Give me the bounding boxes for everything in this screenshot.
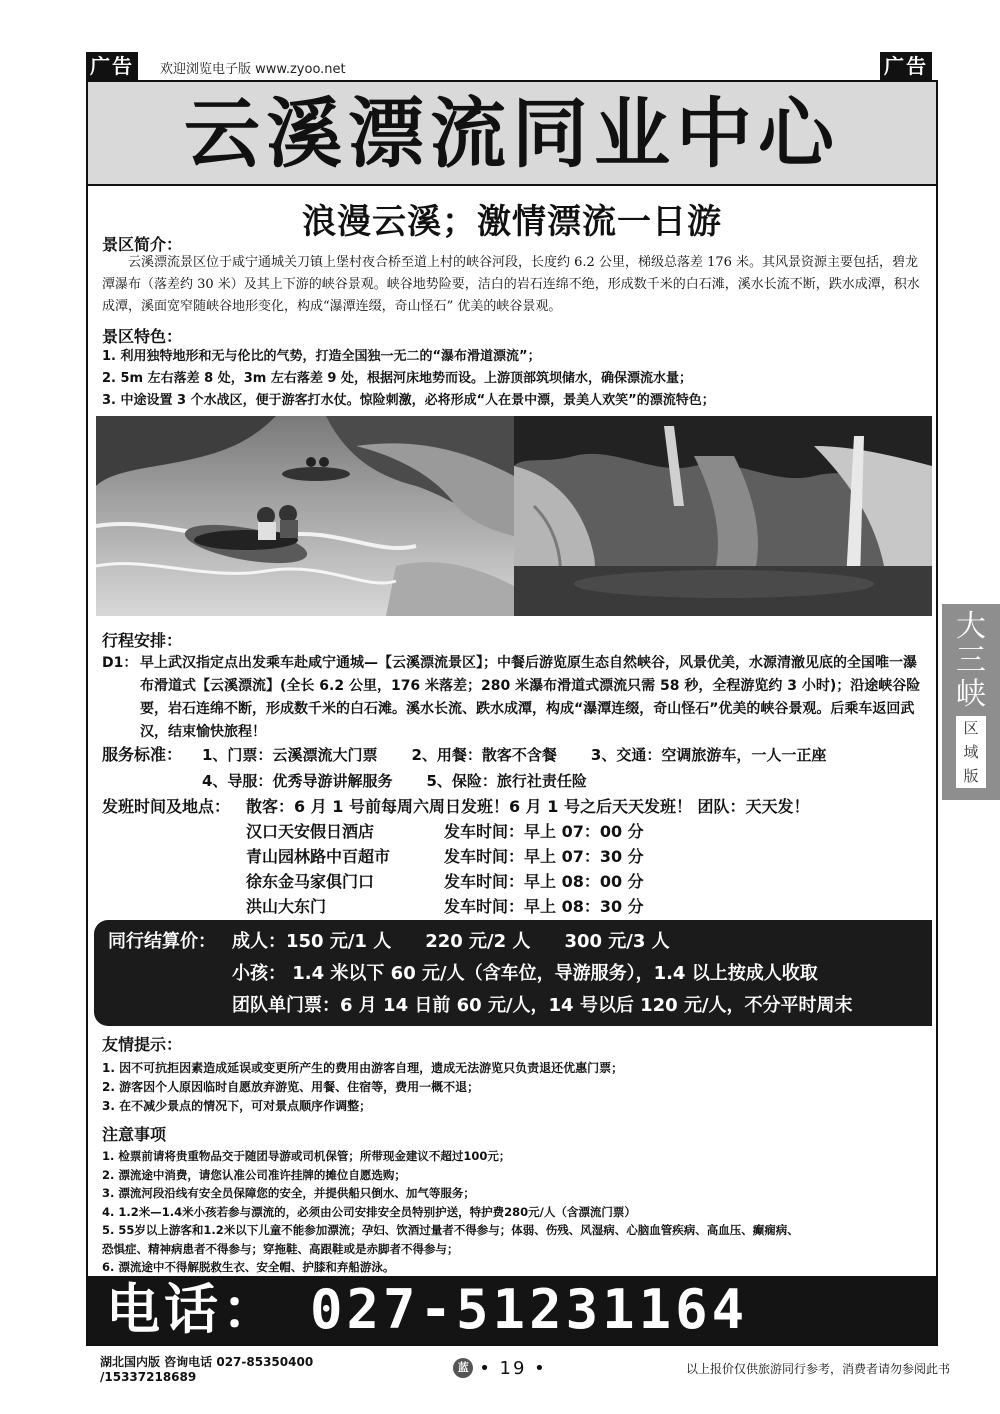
note-item: 5. 55岁以上游客和1.2米以下儿童不能参加漂流；孕妇、饮酒过量者不得参与；体弱、伤残、风湿病、心脑血管疾病、高血压、癫痫病、 <box>102 1223 799 1237</box>
note-item: 3. 漂流河段沿线有安全员保障您的安全，并提供船只倒水、加气等服务； <box>102 1186 475 1200</box>
edition-badge-icon: 蓝 <box>453 1358 473 1378</box>
itinerary <box>102 652 922 744</box>
phone-label: 电话： <box>106 1278 280 1341</box>
departure-stop <box>246 869 810 894</box>
departure-heading: 发班时间及地点： <box>102 797 231 816</box>
stop-time: 发车时间：早上 08：00 分 <box>444 872 644 891</box>
intro-text: 云溪漂流景区位于咸宁通城关刀镇上堡村夜合桥至道上村的峡谷河段，长度约 6.2 公里，梯级总落差 176 米。其风景资源主要包括，碧龙潭瀑布（落差约 30 米）及其上下游的峡谷景观。峡谷地势险要，洁白的岩石连绵不绝，形成数千米的白石滩，溪水长流不断，跌水成潭，积水成潭，溪面宽窄随峡谷地形变化，构成“瀑潭连缀，奇山怪石” 优美的峡谷景观。 <box>102 255 920 314</box>
departure-stop <box>246 894 810 919</box>
ad-frame <box>86 80 938 1346</box>
side-tab-sub: 版 <box>956 764 986 788</box>
tip-item: 2. 游客因个人原因临时自愿放弃游览、用餐、住宿等，费用一概不退； <box>102 1080 480 1094</box>
page-footer <box>100 1354 950 1384</box>
adult-price: 220 元/2 人 <box>425 931 531 952</box>
features-heading: 景区特色： <box>102 327 183 346</box>
photo-strip <box>96 416 932 616</box>
ad-tag-right: 广告 <box>880 52 932 80</box>
phone-number[interactable]: 027-51231164 <box>310 1278 749 1341</box>
day-label: D1： <box>102 655 138 671</box>
tip-item: 1. 因不可抗拒因素造成延误或变更所产生的费用由游客自理，遗成无法游览只负责退还优惠门票； <box>102 1061 624 1075</box>
pricing-heading: 同行结算价： <box>108 931 216 952</box>
stop-place: 徐东金马家俱门口 <box>246 872 375 891</box>
adult-price: 150 元/1 人 <box>286 931 392 952</box>
footer-disclaimer: 以上报价仅供旅游同行参考，消费者请勿参阅此书 <box>685 1361 950 1376</box>
departure-schedule: 散客：6 月 1 号前每周六周日发班！6 月 1 号之后天天发班！ 团队：天天发！ <box>246 797 810 816</box>
tips-section <box>102 1032 922 1116</box>
tips-heading: 友情提示： <box>102 1035 183 1054</box>
note-item: 1. 检票前请将贵重物品交于随团导游或司机保管；所带现金建议不超过100元； <box>102 1149 511 1163</box>
adult-price: 300 元/3 人 <box>564 931 670 952</box>
day-text: 早上武汉指定点出发乘车赴咸宁通城—【云溪漂流景区】；中餐后游览原生态自然峡谷，风景优美，水源清澈见底的全国唯一瀑布滑道式【云溪漂流】(全长 6.2 公里，176 米落差；280 米瀑布滑道式漂流只需 58 秒，全程游览约 3 小时)；沿途峡谷险要，岩石连绵不断，形成数千米的白石滩。溪水长流、跌水成潭，构成“瀑潭连缀，奇山怪石”优美的峡谷景观。后乘车返回武汉，结束愉快旅程！ <box>140 655 921 740</box>
side-tab-sub: 域 <box>956 740 986 764</box>
rafting-photo <box>96 416 514 616</box>
service-item: 1、门票：云溪漂流大门票 <box>202 746 378 764</box>
note-item: 恐惧症、精神病患者不得参与；穿拖鞋、高跟鞋或是赤脚者不得参与； <box>102 1241 459 1256</box>
intro-paragraph <box>102 252 924 318</box>
stop-place: 青山园林路中百超市 <box>246 847 391 866</box>
intro-heading: 景区简介： <box>102 235 183 254</box>
notes-section <box>102 1122 924 1277</box>
side-tab-sub: 区 <box>956 716 986 740</box>
stop-time: 发车时间：早上 07：00 分 <box>444 822 644 841</box>
notes-heading: 注意事项 <box>102 1125 167 1144</box>
service-item: 2、用餐：散客不含餐 <box>411 746 557 764</box>
ad-tag-left: 广告 <box>86 52 138 80</box>
stop-time: 发车时间：早上 08：30 分 <box>444 897 644 916</box>
departure-stop <box>246 844 810 869</box>
side-tab-title: 大三峡 <box>956 609 986 712</box>
service-item: 3、交通：空调旅游车，一人一正座 <box>590 746 827 764</box>
feature-item: 1. 利用独特地形和无与伦比的气势，打造全国独一无二的“瀑布滑道漂流”； <box>102 349 541 364</box>
service-item: 5、保险：旅行社责任险 <box>426 772 587 790</box>
stop-place: 汉口天安假日酒店 <box>246 822 375 841</box>
subtitle: 浪漫云溪；激情漂流一日游 <box>302 202 722 242</box>
waterfall-photo <box>514 416 932 616</box>
stop-time: 发车时间：早上 07：30 分 <box>444 847 644 866</box>
footer-edition: 湖北国内版 咨询电话 027-85350400 /15337218689 <box>100 1354 314 1384</box>
departure-stop <box>246 819 810 844</box>
itinerary-heading: 行程安排： <box>102 631 183 650</box>
tip-item: 3. 在不减少景点的情况下，可对景点顺序作调整； <box>102 1099 372 1113</box>
page-indicator <box>400 1358 600 1379</box>
page-number: • 19 • <box>479 1357 547 1379</box>
note-item: 4. 1.2米—1.4米小孩若参与漂流的，必须由公司安排安全员特别护送，特护费280元/人（含漂流门票） <box>102 1204 636 1219</box>
feature-item: 2. 5m 左右落差 8 处，3m 左右落差 9 处，根据河床地势而设。上游顶部筑坝储水，确保漂流水量； <box>102 371 692 386</box>
departure-info <box>102 794 810 919</box>
service-heading: 服务标准： <box>102 745 183 764</box>
note-item: 2. 漂流途中消费，请您认准公司准许挂牌的摊位自愿选购； <box>102 1167 406 1182</box>
child-price: 小孩： 1.4 米以下 60 元/人（含车位，导游服务），1.4 以上按成人收取 <box>232 963 818 984</box>
features-list <box>102 346 932 412</box>
group-ticket-price: 团队单门票：6 月 14 日前 60 元/人，14 号以后 120 元/人，不分平时周末 <box>232 995 853 1016</box>
banner <box>88 82 936 186</box>
stop-place: 洪山大东门 <box>246 897 327 916</box>
phone-bar <box>88 1276 936 1344</box>
feature-item: 3. 中途设置 3 个水战区，便于游客打水仗。惊险刺激，必将形成“人在景中漂，景美人欢笑”的漂流特色； <box>102 393 715 408</box>
region-side-tab[interactable] <box>942 604 1000 800</box>
adult-label: 成人： <box>232 931 286 952</box>
pricing-box <box>94 920 932 1026</box>
welcome-text[interactable]: 欢迎浏览电子版 www.zyoo.net <box>160 62 346 77</box>
service-item: 4、导服：优秀导游讲解服务 <box>202 772 393 790</box>
note-item: 6. 漂流途中不得解脱救生衣、安全帽、护膝和弃船游泳。 <box>102 1260 395 1274</box>
banner-title: 云溪漂流同业中心 <box>184 89 840 178</box>
service-standards <box>102 742 860 794</box>
